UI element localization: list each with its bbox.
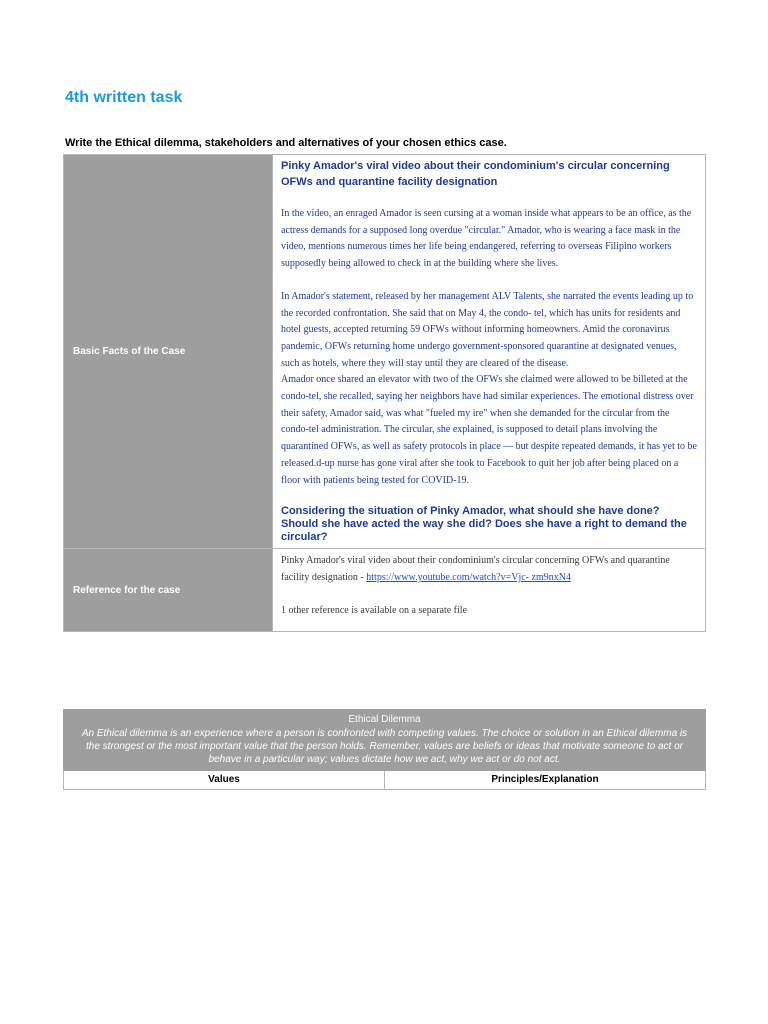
reference-note: 1 other reference is available on a separate file [281, 605, 468, 617]
reference-link[interactable]: https://www.youtube.com/watch?v=Vjc- zm9nxN4 [366, 572, 571, 584]
dilemma-header [64, 710, 706, 771]
principles-column-header: Principles/Explanation [385, 771, 706, 790]
dilemma-header-row [64, 710, 706, 771]
reference-description: Pinky Amador's viral video about their condominium's circular concerning OFWs and quarantine facility designation - [281, 555, 670, 584]
case-paragraph-1: In the video, an enraged Amador is seen cursing at a woman inside what appears to be an office, as the actress demands for a supposed long overdue "circular." Amador, who is wearing a face mask in the video, mentions numerous times her life being endangered, referring to overseas Filipino workers supposedly being allowed to check in at the building where she lives. [281, 208, 692, 270]
page-title: 4th written task [65, 89, 183, 106]
instruction-text: Write the Ethical dilemma, stakeholders and alternatives of your chosen ethics case. [65, 137, 507, 149]
reference-text [281, 552, 697, 586]
dilemma-description: An Ethical dilemma is an experience where a person is confronted with competing values. The choice or solution in an Ethical dilemma is the strongest or the most important value that the person holds. Remember, values are beliefs or ideas that motivate someone to act or behave in a particular way; values dictate how we act, why we act or do not act. [81, 728, 688, 765]
reference-label: Reference for the case [64, 549, 273, 632]
values-column-header: Values [64, 771, 385, 790]
reference-content [273, 549, 706, 632]
basic-facts-label: Basic Facts of the Case [64, 155, 273, 549]
case-headline: Pinky Amador's viral video about their condominium's circular concerning OFWs and quarantine facility designation [281, 160, 670, 188]
dilemma-columns-row [64, 771, 706, 790]
basic-facts-content [273, 155, 706, 549]
dilemma-table [63, 709, 706, 790]
case-question: Considering the situation of Pinky Amador, what should she have done? Should she have acted the way she did? Does she have a right to demand the circular? [281, 505, 687, 544]
case-paragraph-2: In Amador's statement, released by her management ALV Talents, she narrated the events leading up to the recorded confrontation. She said that on May 4, the condo- tel, which has units for residents and hotel guests, accepted returning 59 OFWs without informing homeowners. Amid the coronavirus pandemic, OFWs returning home undergo government-sponsored quarantine at designated venues, such as hotels, where they will stay until they are cleared of the disease. [281, 290, 694, 369]
case-table [63, 154, 706, 632]
basic-facts-row [64, 155, 706, 549]
dilemma-title: Ethical Dilemma [348, 714, 421, 725]
reference-row [64, 549, 706, 632]
case-paragraph-3: Amador once shared an elevator with two of the OFWs she claimed were allowed to be billeted at the condo-tel, she recalled, saying her neighbors have had similar experiences. The emotional distress over their safety, Amador said, was what "fueled my ire" when she demanded for the circular from the condo-tel administration. The circular, she explained, is supposed to detail plans involving the quarantined OFWs, as well as safety protocols in place — but despite repeated demands, it has yet to be released.d-up nurse has gone viral after she took to Facebook to quit her job after being placed on a floor with patients being tested for COVID-19. [281, 374, 697, 486]
